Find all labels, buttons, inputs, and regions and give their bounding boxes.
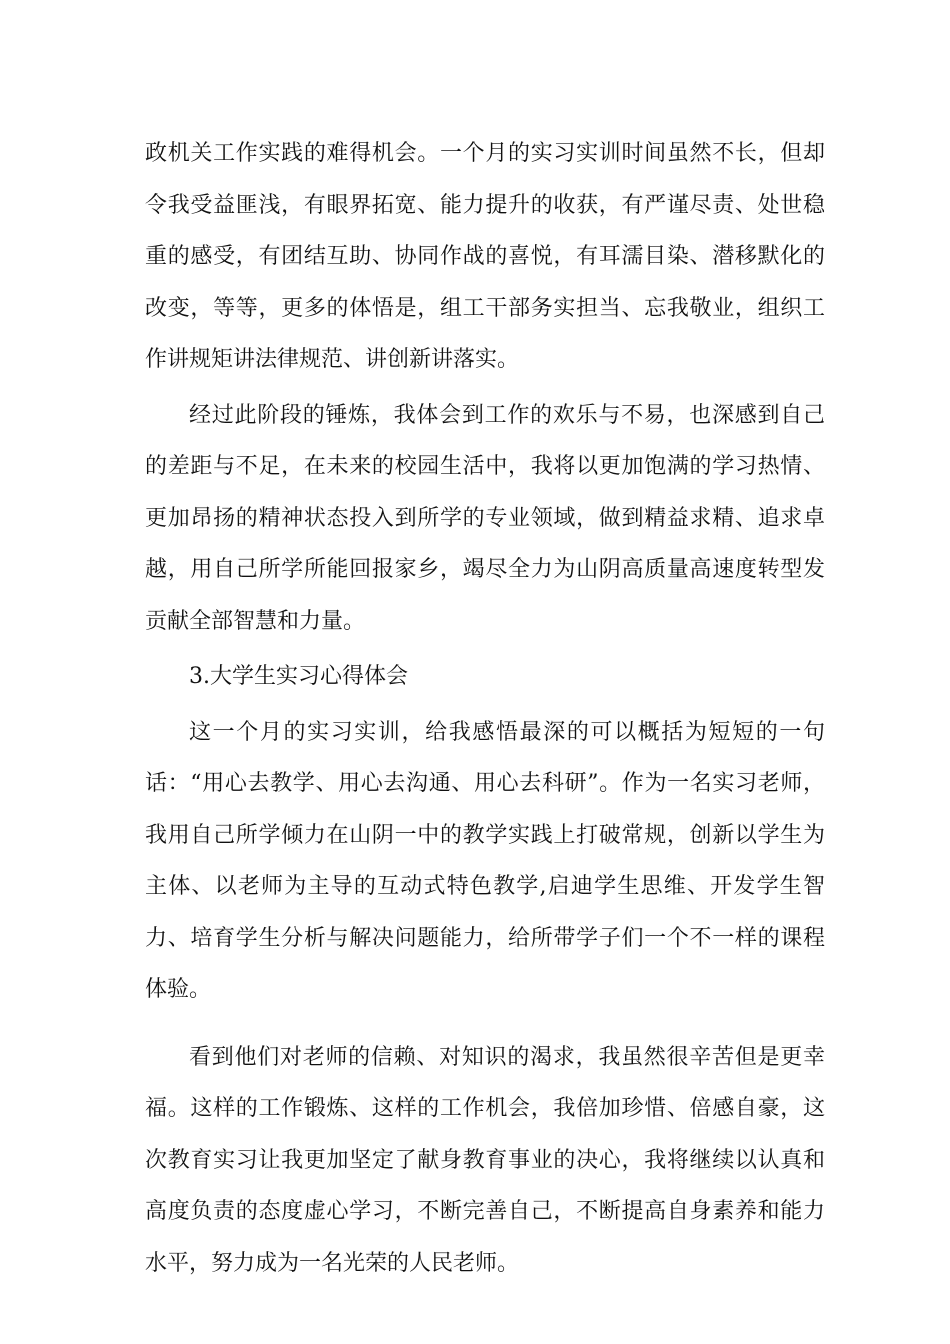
paragraph-continuation: 政机关工作实践的难得机会。一个月的实习实训时间虽然不长，但却令我受益匪浅，有眼界拓宽、能力提升的收获，有严谨尽责、处世稳重的感受，有团结互助、协同作战的喜悦，有耳濡目染、潜移默化的改变，等等，更多的体悟是，组工干部务实担当、忘我敬业，组织工作讲规矩讲法律规范、讲创新讲落实。	[145, 141, 825, 372]
section-heading: 3.大学生实习心得体会	[189, 664, 408, 689]
paragraph-teaching-insight: 这一个月的实习实训，给我感悟最深的可以概括为短短的一句话：“用心去教学、用心去沟通、用心去科研”。作为一名实习老师，我用自己所学倾力在山阴一中的教学实践上打破常规，创新以学生为主体、以老师为主导的互动式特色教学,启迪学生思维、开发学生智力、培育学生分析与解决问题能力，给所带学子们一个不一样的课程体验。	[145, 719, 825, 1002]
paragraph-conclusion: 看到他们对老师的信赖、对知识的渴求，我虽然很辛苦但是更幸福。这样的工作锻炼、这样的工作机会，我倍加珍惜、倍感自豪，这次教育实习让我更加坚定了献身教育事业的决心，我将继续以认真和高度负责的态度虚心学习，不断完善自己，不断提高自身素养和能力水平，努力成为一名光荣的人民老师。	[145, 1044, 825, 1276]
document-page	[145, 128, 825, 1289]
paragraph-reflection: 经过此阶段的锤炼，我体会到工作的欢乐与不易，也深感到自己的差距与不足，在未来的校园生活中，我将以更加饱满的学习热情、更加昂扬的精神状态投入到所学的专业领域，做到精益求精、追求卓越，用自己所学所能回报家乡，竭尽全力为山阴高质量高速度转型发贡献全部智慧和力量。	[145, 402, 825, 634]
